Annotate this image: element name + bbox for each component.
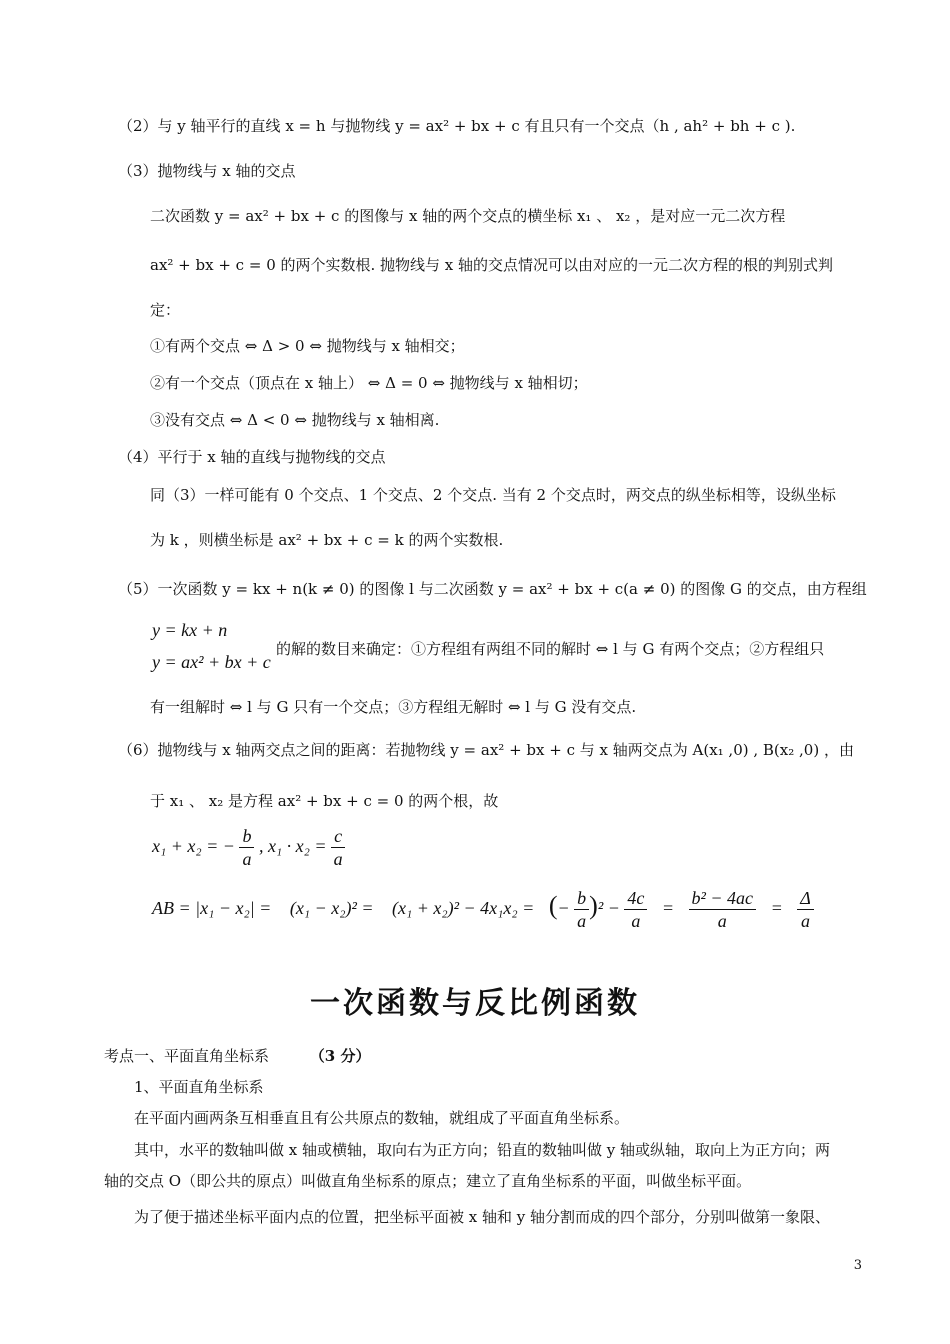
vieta-formula (152, 824, 345, 870)
item5-system-eq2: y = ax² + bx + c (152, 652, 271, 672)
item3-heading: （3）抛物线与 x 轴的交点 (118, 162, 296, 180)
item6-para-line1: （6）抛物线与 x 轴两交点之间的距离：若抛物线 y = ax² + bx + c 与 x 轴两交点为 A(x₁ ,0) , B(x₂ ,0) ，由 (118, 741, 854, 759)
item3-para-line3: 定： (150, 301, 181, 319)
vieta-fraction-c-over-a (331, 825, 345, 870)
ab-paren-open: ( (548, 891, 558, 920)
item2-line: （2）与 y 轴平行的直线 x = h 与抛物线 y = ax² + bx + c 有且只有一个交点（h , ah² + bh + c ). (118, 117, 796, 135)
item4-para-line2: 为 k ，则横坐标是 ax² + bx + c = k 的两个实数根. (150, 531, 504, 549)
ab-den-a4: a (801, 911, 810, 932)
coords-para-1: 在平面内画两条互相垂直且有公共原点的数轴，就组成了平面直角坐标系。 (134, 1109, 630, 1127)
ab-fraction-b-over-a (574, 887, 589, 932)
vieta-num1: b (239, 825, 254, 848)
case-no-intersection: ③没有交点 ⇔ Δ < 0 ⇔ 抛物线与 x 轴相离. (150, 411, 440, 429)
vieta-den1: a (242, 849, 252, 870)
item5-para-line3: 有一组解时 ⇔ l 与 G 只有一个交点；③方程组无解时 ⇔ l 与 G 没有交点. (150, 698, 637, 716)
case-two-intersections: ①有两个交点 ⇔ Δ > 0 ⇔ 抛物线与 x 轴相交； (150, 337, 465, 355)
coords-para-3: 为了便于描述坐标平面内点的位置，把坐标平面被 x 轴和 y 轴分割而成的四个部分，分别叫做第一象限、 (134, 1208, 831, 1226)
vieta-fraction-b-over-a (239, 825, 254, 870)
coords-para-2-line1: 其中，水平的数轴叫做 x 轴或横轴，取向右为正方向；铅直的数轴叫做 y 轴或纵轴，取向上为正方向；两 (134, 1141, 831, 1159)
item5-para-line2: 的解的数目来确定：①方程组有两组不同的解时 ⇔ l 与 G 有两个交点；②方程组只 (276, 640, 825, 658)
ab-paren-close: ) (589, 891, 598, 920)
item4-heading: （4）平行于 x 轴的直线与抛物线的交点 (118, 448, 386, 466)
ab-den-a2: a (631, 911, 641, 932)
case-one-intersection: ②有一个交点（顶点在 x 轴上） ⇔ Δ = 0 ⇔ 抛物线与 x 轴相切； (150, 374, 588, 392)
ab-equals1: = (661, 898, 675, 918)
vieta-den2: a (333, 849, 343, 870)
ab-part3: (x₁ + x₂)² − 4x₁x₂ = (392, 898, 535, 918)
ab-part1: AB = |x₁ − x₂| = (152, 898, 272, 918)
ab-den-a: a (577, 911, 587, 932)
vieta-lhs: x₁ + x₂ = − (152, 836, 235, 856)
item4-para-line1: 同（3）一样可能有 0 个交点、1 个交点、2 个交点. 当有 2 个交点时，两交点的纵坐标相等，设纵坐标 (150, 486, 836, 504)
kaodian-heading (104, 1046, 370, 1066)
ab-square-minus: ² − (597, 898, 620, 918)
item3-para-line2: ax² + bx + c = 0 的两个实数根. 抛物线与 x 轴的交点情况可以由对应的一元二次方程的根的判别式判 (150, 256, 834, 274)
chapter-title: 一次函数与反比例函数 (310, 986, 640, 1021)
ab-fraction-4c-over-a (624, 887, 647, 932)
ab-num-delta: Δ (797, 887, 814, 910)
ab-fraction-delta (797, 887, 814, 932)
kaodian-label: 考点一、平面直角坐标系 (104, 1047, 270, 1065)
ab-distance-formula (152, 884, 814, 932)
item5-para-line1: （5）一次函数 y = kx + n(k ≠ 0) 的图像 l 与二次函数 y = ax² + bx + c(a ≠ 0) 的图像 G 的交点，由方程组 (118, 580, 867, 598)
ab-num-discriminant: b² − 4ac (689, 887, 757, 910)
ab-equals2: = (770, 898, 783, 918)
ab-den-a3: a (717, 911, 727, 932)
coords-para-2-line2: 轴的交点 O（即公共的原点）叫做直角坐标系的原点；建立了直角坐标系的平面，叫做坐标平面。 (104, 1172, 752, 1190)
page-number: 3 (853, 1258, 862, 1273)
ab-fraction-discriminant (689, 887, 757, 932)
item3-para-line1: 二次函数 y = ax² + bx + c 的图像与 x 轴的两个交点的横坐标 x₁ 、 x₂ ，是对应一元二次方程 (150, 207, 786, 225)
vieta-mid: , x₁ · x₂ = (258, 836, 327, 856)
kaodian-score: （3 分） (309, 1047, 371, 1065)
subsection-1-title: 1、平面直角坐标系 (134, 1078, 264, 1096)
item6-para-line2: 于 x₁ 、 x₂ 是方程 ax² + bx + c = 0 的两个根，故 (150, 792, 499, 810)
ab-part2: (x₁ − x₂)² = (289, 898, 374, 918)
ab-num-4c: 4c (624, 887, 647, 910)
item5-system-eq1: y = kx + n (152, 620, 228, 640)
vieta-num2: c (331, 825, 345, 848)
ab-num-b: b (574, 887, 589, 910)
ab-minus: − (557, 898, 570, 918)
